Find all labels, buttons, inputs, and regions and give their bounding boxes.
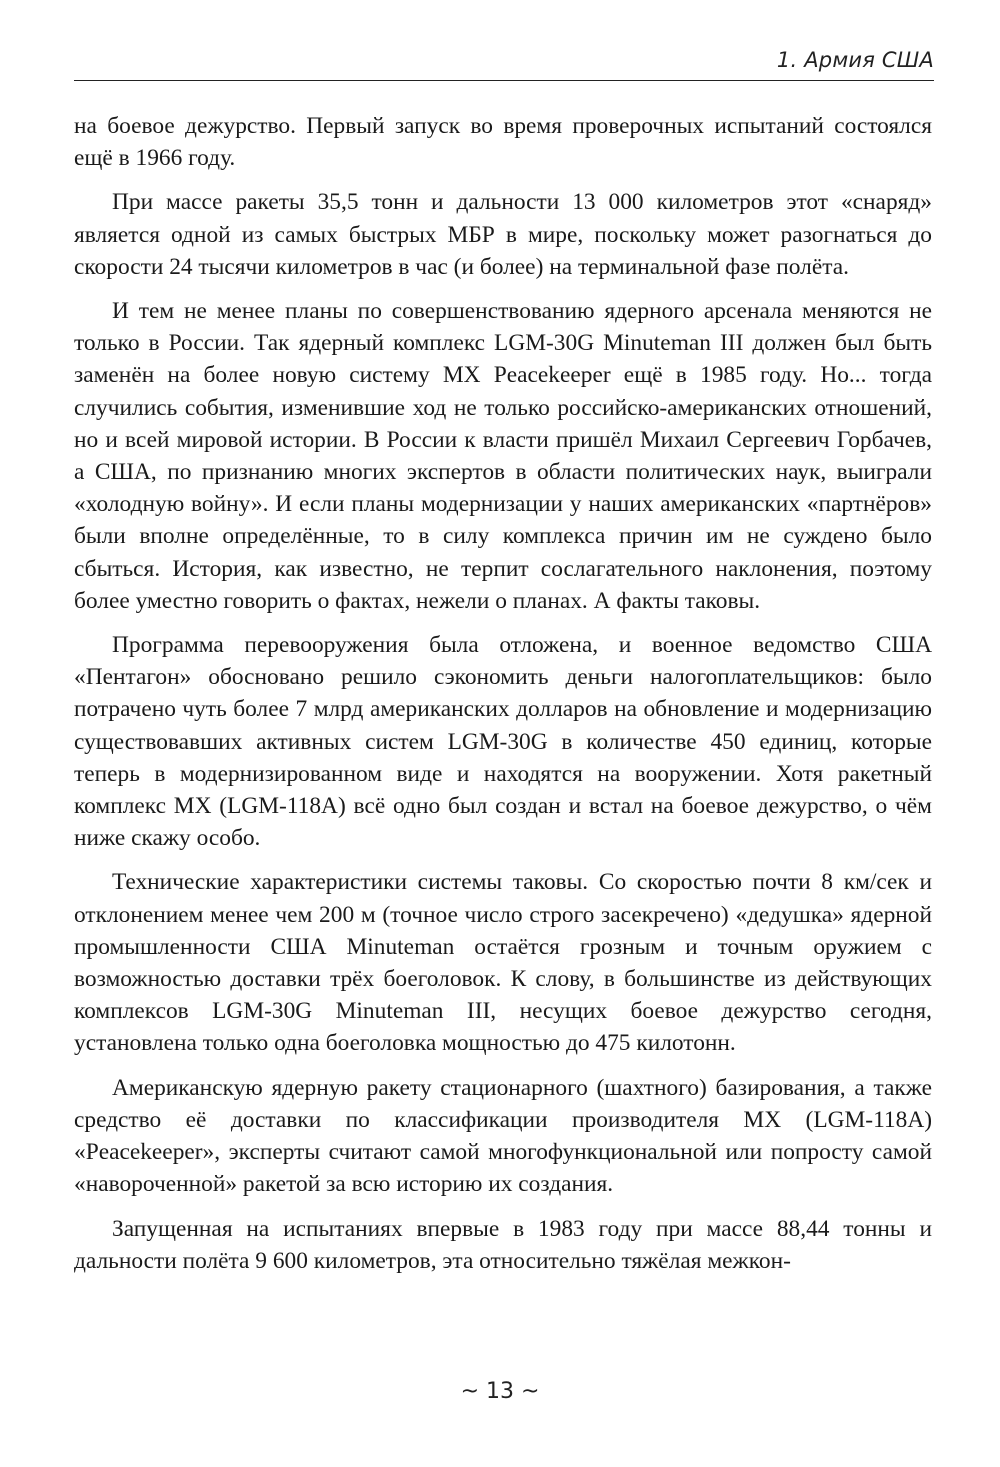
paragraph: При массе ракеты 35,5 тонн и дальности 13 000 километров этот «снаряд» является одной из самых быстрых МБР в мире, поскольку может разогнаться до скорости 24 тысячи километров в час (и более) на терминальной фазе полёта.	[74, 189, 932, 280]
paragraph: Технические характеристики системы таковы. Со скоростью почти 8 км/сек и отклонением менее чем 200 м (точное число строго засекречено) «дедушка» ядерной промышленности США Minuteman остаётся грозным и точным оружием с возможностью доставки трёх боеголовок. К слову, в большинстве из действующих комплексов LGM-30G Minuteman III, несущих боевое дежурство сегодня, установлена только одна боеголовка мощностью до 475 килотонн.	[74, 869, 932, 1057]
running-title: 1. Армия США	[776, 48, 934, 72]
paragraph: Программа перевооружения была отложена, и военное ведомство США «Пентагон» обосновано решило сэкономить деньги налогоплательщиков: было потрачено чуть более 7 млрд американских долларов на обновление и модернизацию существовавших активных систем LGM-30G в количестве 450 единиц, которые теперь в модернизированном виде и находятся на вооружении. Хотя ракетный комплекс MX (LGM-118A) всё одно был создан и встал на боевое дежурство, о чём ниже скажу особо.	[74, 632, 932, 852]
paragraph: Запущенная на испытаниях впервые в 1983 году при массе 88,44 тонны и дальности полёта 9 600 километров, эта относительно тяжёлая межкон-	[74, 1215, 932, 1274]
paragraph: И тем не менее планы по совершенствованию ядерного арсенала меняются не только в России. Так ядерный комплекс LGM-30G Minuteman III должен был быть заменён на более новую систему MX Peacekeeper ещё в 1985 году. Но... тогда случились события, изменившие ход не только российско-американских отношений, но и всей мировой истории. В России к власти пришёл Михаил Сергеевич Горбачев, а США, по признанию многих экспертов в области политических наук, выиграли «холодную войну». И если планы модернизации у наших американских «партнёров» были вполне определённые, то в силу комплекса причин им не суждено было сбыться. История, как известно, не терпит сослагательного наклонения, поэтому более уместно говорить о фактах, нежели о планах. А факты таковы.	[74, 298, 932, 614]
paragraph: Американскую ядерную ракету стационарного (шахтного) базирования, а также средство её доставки по классификации производителя MX (LGM-118A) «Peacekeeper», эксперты считают самой многофункциональной или попросту самой «навороченной» ракетой за всю историю их создания.	[74, 1074, 932, 1198]
running-header	[74, 46, 934, 81]
page-number: ~ 13 ~	[460, 1379, 540, 1404]
paragraph: на боевое дежурство. Первый запуск во время проверочных испытаний состоялся ещё в 1966 году.	[74, 113, 932, 172]
page-body	[74, 110, 932, 1289]
